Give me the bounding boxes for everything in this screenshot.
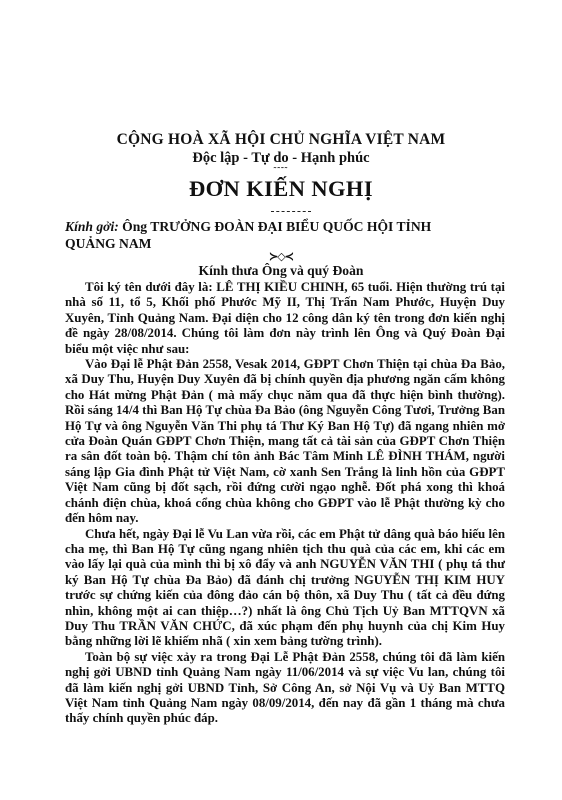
ornament-mid: ≻◇≺ (269, 251, 293, 263)
paragraph-summary: Toàn bộ sự việc xảy ra trong Đại Lễ Phật Đản 2558, chúng tôi đã làm kiến nghị gởi UBND tỉnh Quảng Nam ngày 11/06/2014 và sự việc Vu lan, chúng tôi đã làm kiến nghị gởi UBND Tỉnh, Sở Công An, sở Nội Vụ và Uỷ Ban MTTQ Việt Nam tỉnh Quảng Nam ngày 08/09/2014, đến nay đã gần 1 tháng mà chưa thấy chính quyền phúc đáp. (65, 649, 505, 726)
greeting: Kính thưa Ông và quý Đoàn (198, 263, 364, 278)
national-header: CỘNG HOÀ XÃ HỘI CHỦ NGHĨA VIỆT NAM (116, 131, 446, 148)
paragraph-vu-lan: Chưa hết, ngày Đại lễ Vu Lan vừa rồi, các em Phật tử dâng quà báo hiếu lên cha mẹ, thì Ban Hộ Tự cũng ngang nhiên tịch thu quà của các em, khi các em vào lấy lại quà của mình thì bị xô đẩy và anh NGUYỄN VĂN THI ( phụ tá thư ký Ban Hộ Tự chùa Đa Bảo) đã đánh chị trưởng NGUYỄN THỊ KIM HUY trước sự chứng kiến của đông đảo cán bộ thôn, xã Duy Thu ( tất cả đều đứng nhìn, không một ai can thiệp…?) nhất là ông Chủ Tịch Uỷ Ban MTTQVN xã Duy Thu TRẦN VĂN CHỨC, đã xúc phạm đến phụ huynh của chị Kim Huy bằng những lời lẽ khiếm nhã ( xin xem bảng tường trình). (65, 526, 505, 649)
ornament-top: ˜˜˜˜ (273, 166, 289, 175)
document-body (65, 280, 505, 727)
recipient-name: Ông TRƯỞNG ĐOÀN ĐẠI BIỂU QUỐC HỘI TỈNH QUẢNG NAM (65, 219, 432, 251)
paragraph-intro: Tôi ký tên dưới đây là: LÊ THỊ KIỀU CHINH, 65 tuổi. Hiện thường trú tại nhà số 11, tổ 5, Khối phố Phước Mỹ II, Thị Trấn Nam Phước, Huyện Duy Xuyên, Tỉnh Quảng Nam. Đại diện cho 12 công dân ký tên trong đơn kiến nghị đề ngày 28/08/2014. Chúng tôi làm đơn này trình lên Ông và Quý Đoàn Đại biểu một việc như sau: (65, 280, 505, 356)
national-motto: Độc lập - Tự do - Hạnh phúc (192, 150, 370, 166)
title-divider (271, 211, 311, 212)
recipient-label: Kính gởi: (65, 219, 119, 234)
recipient-line (65, 218, 485, 252)
paragraph-vesak: Vào Đại lễ Phật Đản 2558, Vesak 2014, GĐPT Chơn Thiện tại chùa Đa Bảo, xã Duy Thu, Huyện Duy Xuyên đã bị chính quyền địa phương ngăn cấm không cho Hát mừng Phật Đản ( mà mấy chục năm qua đã thực hiện bình thường). Rồi sáng 14/4 thì Ban Hộ Tự chùa Đa Bảo (ông Nguyễn Công Tươi, Trưởng Ban Hộ Tự và ông Nguyễn Văn Thi phụ tá Thư Ký Ban Hộ Tự) đã ngang nhiên mở cửa Đoàn Quán GĐPT Chơn Thiện, mang tất cả tài sản của GĐPT Chơn Thiện ra sân đốt toàn bộ. Thậm chí tôn ảnh Bác Tâm Minh LÊ ĐÌNH THÁM, người sáng lập Gia đình Phật tử Việt Nam, cờ xanh Sen Trắng là linh hồn của GĐPT Việt Nam cũng bị đốt sạch, rồi đứng cười ngạo nghễ. Đốt phá xong thì khoá chánh điện chùa, khoá cổng chùa không cho GĐPT vào lễ Phật thường kỳ cho đến hôm nay. (65, 357, 505, 526)
document-title: ĐƠN KIẾN NGHỊ (189, 176, 373, 201)
